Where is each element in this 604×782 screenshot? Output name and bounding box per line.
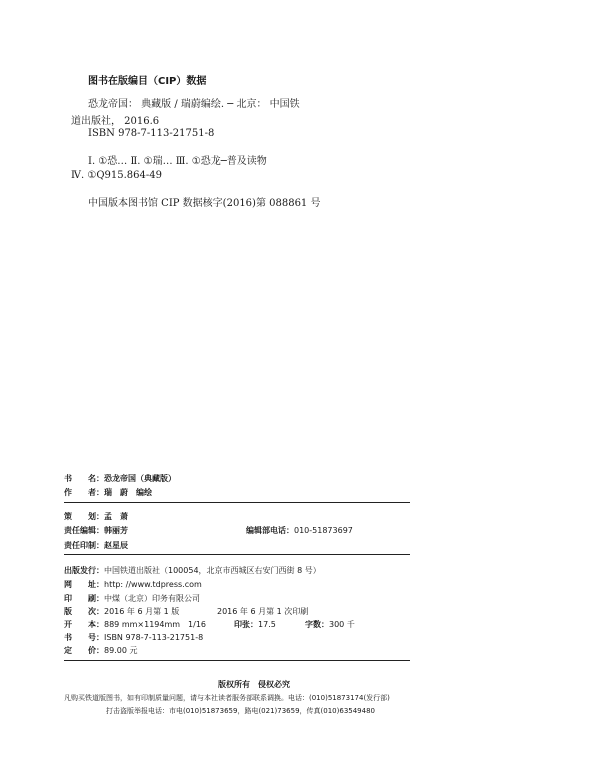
editorial-phone-row	[246, 525, 353, 536]
editorial-phone: 010-51873697	[294, 526, 353, 535]
format-row	[64, 619, 206, 630]
field-label: 责任编辑：	[64, 526, 104, 535]
planner-row	[64, 511, 128, 522]
cip-classification: Ⅰ. ①恐… Ⅱ. ①瑞… Ⅲ. ①恐龙─普及读物	[88, 156, 267, 167]
cip-isbn: ISBN 978-7-113-21751-8	[88, 128, 215, 139]
book-author-row	[64, 487, 152, 498]
book-title: 恐龙帝国（典藏版）	[104, 474, 176, 483]
impression-value: 2016 年 6 月第 1 次印刷	[217, 607, 309, 616]
word-count-row	[305, 619, 355, 630]
isbn-value: ISBN 978-7-113-21751-8	[104, 633, 204, 642]
field-label: 作 者：	[64, 488, 104, 497]
field-label: 开 本：	[64, 620, 104, 629]
book-author: 瑞 蔚 编绘	[104, 488, 152, 497]
book-title-row	[64, 473, 176, 484]
cip-line: 道出版社， 2016.6	[71, 116, 160, 127]
print-manager-name: 赵星辰	[104, 541, 128, 550]
print-manager-row	[64, 540, 128, 551]
divider	[64, 660, 410, 661]
field-label: 出版发行：	[64, 566, 104, 575]
format-value: 889 mm×1194mm 1/16	[104, 620, 207, 629]
price-row	[64, 645, 137, 656]
field-label: 编辑部电话：	[246, 526, 294, 535]
website-value: http: //www.tdpress.com	[104, 580, 202, 589]
field-label: 印 刷：	[64, 594, 104, 603]
divider	[64, 502, 410, 503]
publisher-row	[64, 565, 321, 576]
field-label: 版 次：	[64, 607, 104, 616]
editor-row	[64, 525, 128, 536]
cip-classification: Ⅳ. ①Q915.864-49	[71, 170, 162, 181]
sheets-row	[234, 619, 276, 630]
field-label: 责任印制：	[64, 541, 104, 550]
price-value: 89.00 元	[104, 646, 138, 655]
rights-notice: 版权所有 侵权必究	[218, 680, 290, 689]
cip-title: 图书在版编目（CIP）数据	[88, 76, 207, 87]
field-label: 字数：	[305, 620, 329, 629]
field-label: 策 划：	[64, 512, 104, 521]
divider	[64, 554, 410, 555]
field-label: 定 价：	[64, 646, 104, 655]
printer-value: 中煤（北京）印务有限公司	[104, 594, 200, 603]
sheets-value: 17.5	[258, 620, 276, 629]
publisher-value: 中国铁道出版社（100054，北京市西城区右安门西街 8 号）	[104, 566, 321, 575]
website-row	[64, 579, 202, 590]
field-label: 网 址：	[64, 580, 104, 589]
isbn-row	[64, 632, 203, 643]
planner-name: 孟 萧	[104, 512, 128, 521]
field-label: 印张：	[234, 620, 258, 629]
edition-row	[64, 606, 179, 617]
edition-value: 2016 年 6 月第 1 版	[104, 607, 180, 616]
word-count-value: 300 千	[329, 620, 355, 629]
service-notice: 凡购买铁道版图书，如有印制质量问题，请与本社读者服务部联系调换。电话：(010)51873174(发行部)	[64, 694, 390, 702]
printer-row	[64, 593, 200, 604]
field-label: 书 名：	[64, 474, 104, 483]
cip-record-number: 中国版本图书馆 CIP 数据核字(2016)第 088861 号	[88, 198, 321, 209]
field-label: 书 号：	[64, 633, 104, 642]
piracy-report-notice: 打击盗版举报电话：市电(010)51873659，路电(021)73659，传真(010)63549480	[106, 707, 375, 715]
cip-line: 恐龙帝国： 典藏版 / 瑞蔚编绘. ─ 北京： 中国铁	[88, 99, 300, 110]
editor-name: 韩丽芳	[104, 526, 128, 535]
